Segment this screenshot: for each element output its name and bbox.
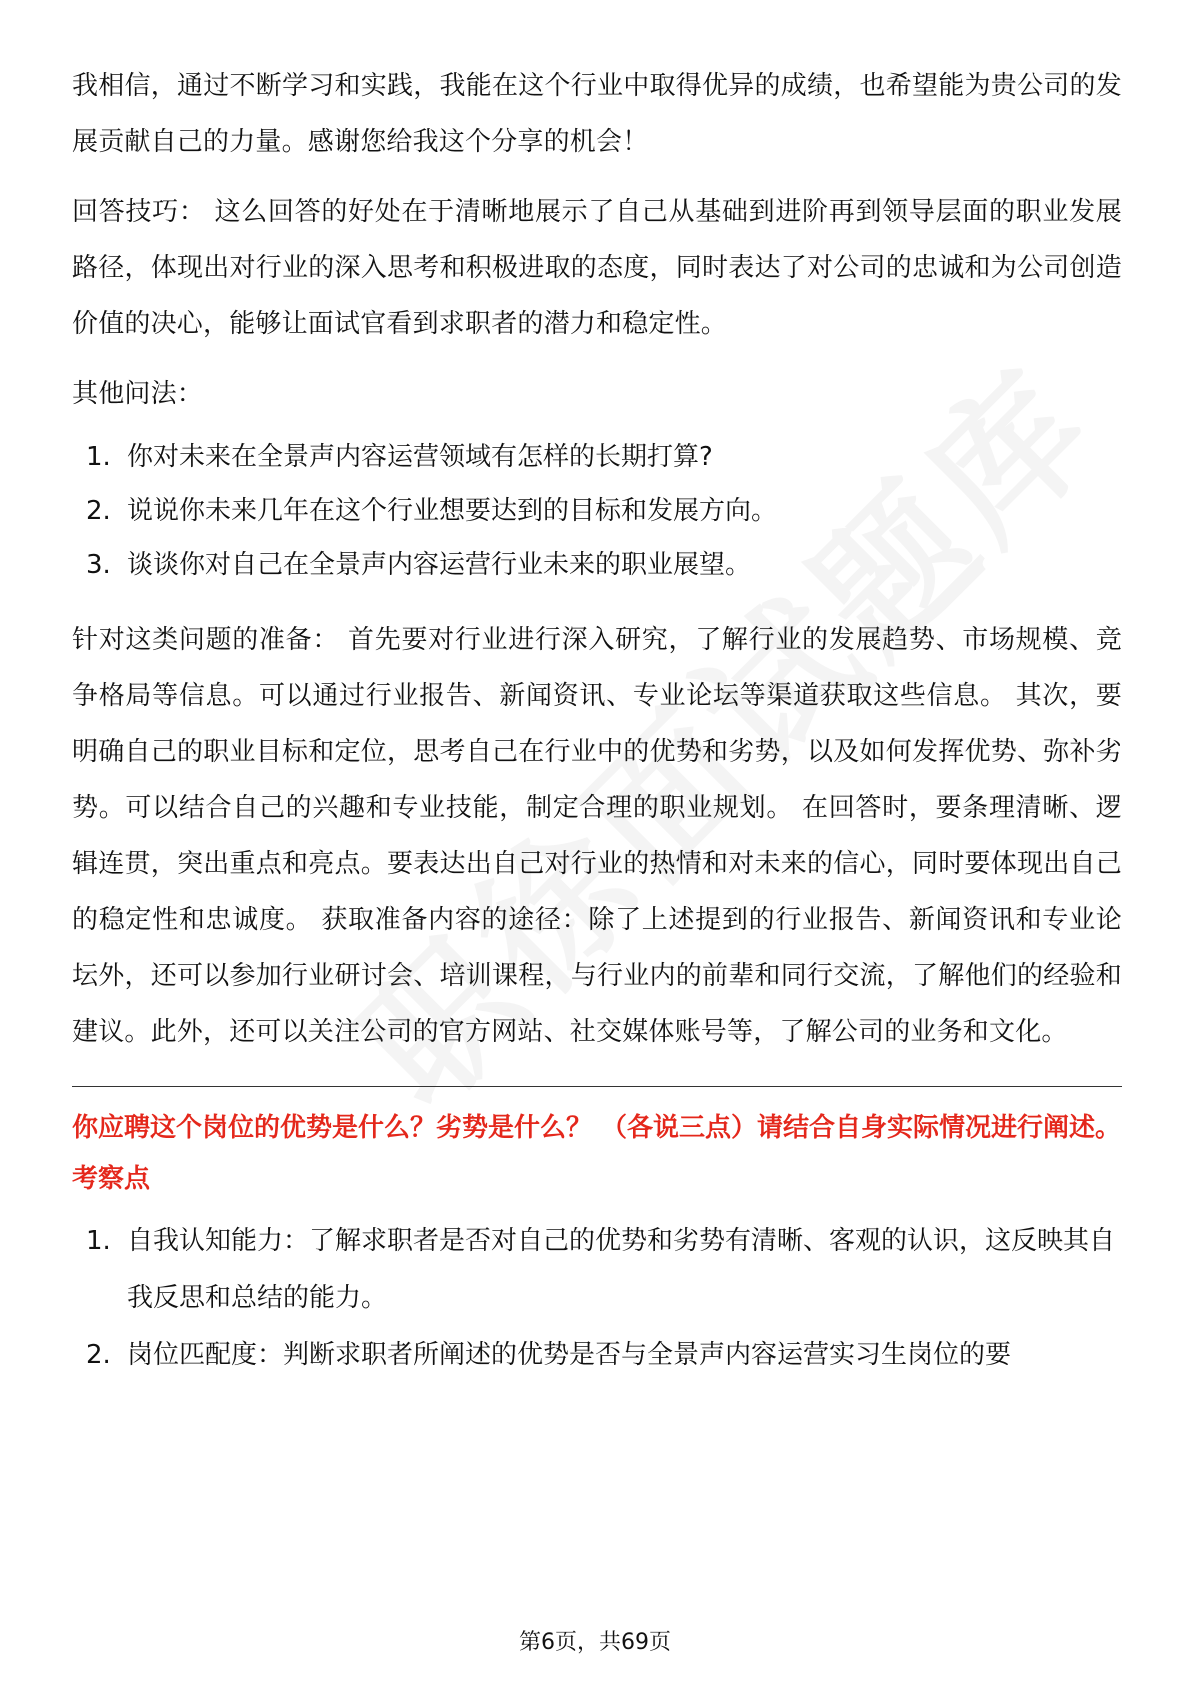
other-questions-list (72, 430, 1122, 592)
answer-tips-paragraph: 回答技巧： 这么回答的好处在于清晰地展示了自己从基础到进阶再到领导层面的职业发展路径，体现出对行业的深入思考和积极进取的态度，同时表达了对公司的忠诚和为公司创造价值的决心，能够让面试官看到求职者的潜力和稳定性。 (72, 197, 1123, 339)
list-item: 3. 谈谈你对自己在全景声内容运营行业未来的职业展望。 (86, 550, 752, 580)
list-item: 1. 你对未来在全景声内容运营领域有怎样的长期打算? (86, 442, 713, 472)
question-title: 你应聘这个岗位的优势是什么？劣势是什么？ （各说三点）请结合自身实际情况进行阐述。 (72, 1113, 1122, 1143)
assessment-points-list (72, 1213, 1122, 1384)
preparation-paragraph: 针对这类问题的准备： 首先要对行业进行深入研究，了解行业的发展趋势、市场规模、竞争格局等信息。可以通过行业报告、新闻资讯、专业论坛等渠道获取这些信息。 其次，要明确自己的职业目标和定位，思考自己在行业中的优势和劣势，以及如何发挥优势、弥补劣势。可以结合自己的兴趣和专业技能，制定合理的职业规划。 在回答时，要条理清晰、逻辑连贯，突出重点和亮点。要表达出自己对行业的热情和对未来的信心，同时要体现出自己的稳定性和忠诚度。 获取准备内容的途径：除了上述提到的行业报告、新闻资讯和专业论坛外，还可以参加行业研讨会、培训课程，与行业内的前辈和同行交流，了解他们的经验和建议。此外，还可以关注公司的官方网站、社交媒体账号等，了解公司的业务和文化。 (72, 625, 1123, 1047)
list-item: 2. 岗位匹配度：判断求职者所阐述的优势是否与全景声内容运营实习生岗位的要 (86, 1340, 1012, 1370)
assessment-points-label: 考察点 (72, 1164, 151, 1194)
other-questions-label: 其他问法： (72, 379, 204, 409)
list-item: 2. 说说你未来几年在这个行业想要达到的目标和发展方向。 (86, 496, 778, 526)
closing-paragraph: 我相信，通过不断学习和实践，我能在这个行业中取得优异的成绩，也希望能为贵公司的发展贡献自己的力量。感谢您给我这个分享的机会！ (72, 71, 1122, 157)
document-page (72, 58, 1122, 1384)
page-number: 第6页，共69页 (519, 1630, 671, 1655)
list-item: 1. 自我认知能力：了解求职者是否对自己的优势和劣势有清晰、客观的认识，这反映其自我反思和总结的能力。 (86, 1226, 1116, 1313)
